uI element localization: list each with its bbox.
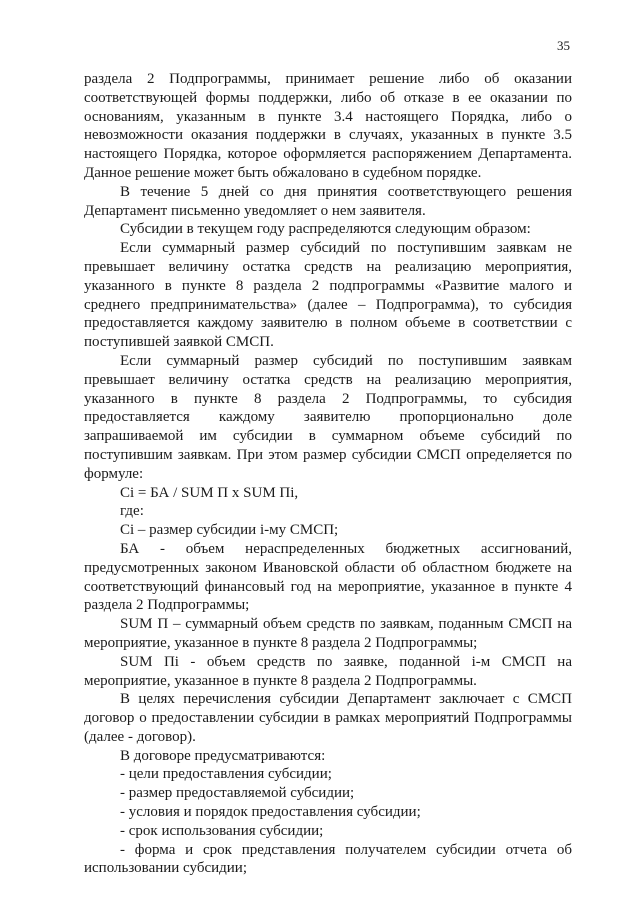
formula: Ci = БА / SUM П x SUM Пi,: [120, 484, 299, 501]
list-item: - форма и срок представления получателем субсидии отчета об использовании субсидии;: [84, 841, 572, 877]
paragraph: В течение 5 дней со дня принятия соответствующего решения Департамент письменно уведомляет о нем заявителя.: [84, 183, 572, 219]
page-number: 35: [557, 38, 570, 53]
formula-where-label: где:: [120, 503, 144, 520]
list-item: - условия и порядок предоставления субсидии;: [120, 804, 421, 821]
paragraph: Если суммарный размер субсидий по поступившим заявкам не превышает величину остатка средств на реализацию мероприятия, указанного в пункте 8 раздела 2 подпрограммы «Развитие малого и среднего предпринимательства» (далее – Подпрограмма), то субсидия предоставляется каждому заявителю в полном объеме в соответствии с поступившей заявкой СМСП.: [84, 240, 572, 351]
list-item: - размер предоставляемой субсидии;: [120, 785, 355, 802]
paragraph: Если суммарный размер субсидий по поступившим заявкам превышает величину остатка средств на реализацию мероприятия, указанного в пункте 8 раздела 2 Подпрограммы, то субсидия предоставляется каждому заявителю пропорционально доле запрашиваемой им субсидии в суммарном объеме субсидий по поступившим заявкам. При этом размер субсидии СМСП определяется по формуле:: [84, 352, 572, 482]
list-item: - срок использования субсидии;: [120, 822, 324, 839]
paragraph: Субсидии в текущем году распределяются следующим образом:: [120, 221, 531, 238]
formula-term: Ci – размер субсидии i-му СМСП;: [120, 522, 339, 539]
paragraph: В целях перечисления субсидии Департамент заключает с СМСП договор о предоставлении субсидии в рамках мероприятий Подпрограммы (далее - договор).: [84, 691, 572, 745]
paragraph: раздела 2 Подпрограммы, принимает решение либо об оказании соответствующей формы поддержки, либо об отказе в ее оказании по основаниям, указанным в пункте 3.4 настоящего Порядка, либо о невозможности оказания поддержки в случаях, указанных в пункте 3.5 настоящего Порядка, которое оформляется распоряжением Департамента. Данное решение может быть обжаловано в судебном порядке.: [84, 71, 572, 181]
document-body: [84, 70, 572, 878]
paragraph: В договоре предусматриваются:: [120, 747, 326, 764]
formula-term: БА - объем нераспределенных бюджетных ассигнований, предусмотренных законом Ивановской области об областном бюджете на соответствующий финансовый год на мероприятие, указанное в пункте 4 раздела 2 Подпрограммы;: [84, 540, 572, 614]
formula-term: SUM Пi - объем средств по заявке, поданной i-м СМСП на мероприятие, указанное в пункте 8 раздела 2 Подпрограммы.: [84, 653, 572, 689]
list-item: - цели предоставления субсидии;: [120, 766, 332, 783]
formula-term: SUM П – суммарный объем средств по заявкам, поданным СМСП на мероприятие, указанное в пункте 8 раздела 2 Подпрограммы;: [84, 616, 572, 651]
